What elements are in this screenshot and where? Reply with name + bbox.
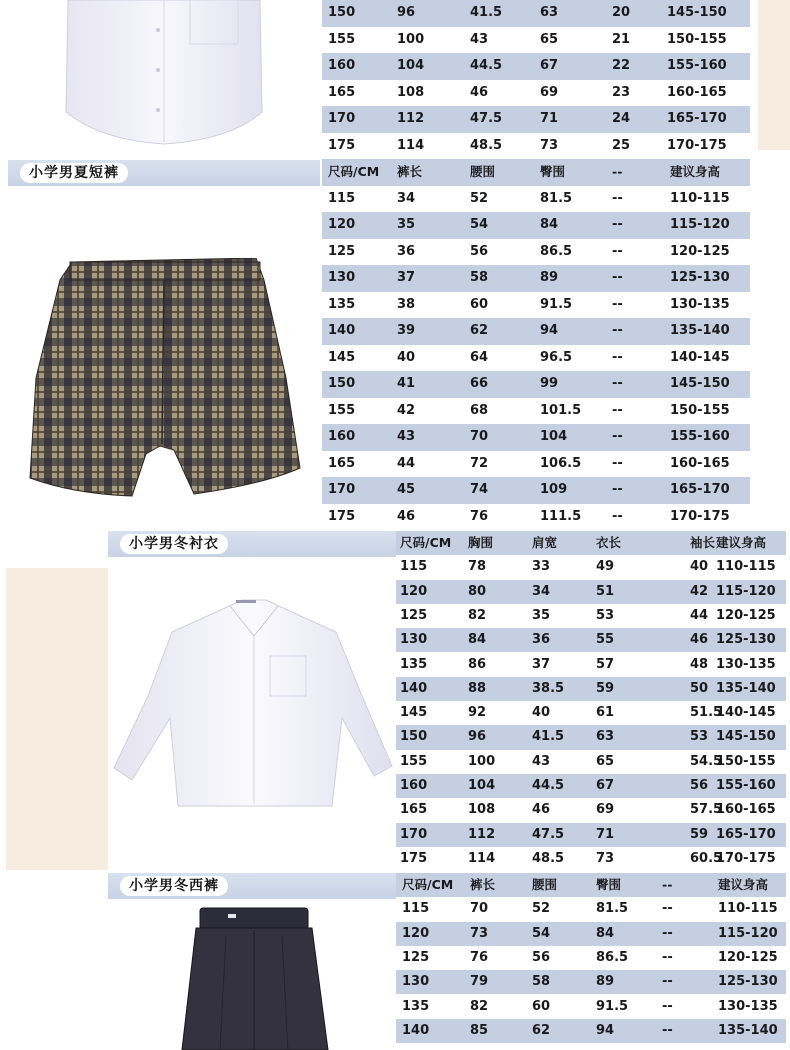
table-cell: 74 [470,482,489,497]
table-cell: 82 [468,607,487,623]
table-row [396,555,786,579]
table-cell: -- [612,429,623,444]
table-cell: -- [612,243,623,259]
table-cell: 170 [400,826,428,842]
table-cell: -- [612,270,623,285]
table-cell: 78 [468,559,487,575]
table-cell: 112 [468,826,496,842]
table-cell: 94 [540,323,559,338]
table-cell: 80 [468,583,487,599]
table-cell: 160 [328,58,356,73]
column-header: 尺码/CM [328,164,380,179]
table-cell: 96.5 [540,349,573,365]
table-cell: 20 [612,5,631,20]
table-row [396,677,786,701]
table-cell: 140 [328,323,356,338]
table-row [322,106,750,133]
table-cell: 71 [596,826,615,842]
table-cell: 86 [468,656,487,672]
column-header: -- [612,164,623,179]
table-cell: 62 [470,323,489,338]
table-cell: 91.5 [596,998,629,1014]
table-cell: 48 [690,656,709,672]
table-cell: -- [612,455,623,471]
table-cell: 39 [397,323,416,338]
table-cell: 64 [470,349,489,365]
table-cell: 54 [470,217,489,232]
table-cell: 108 [468,802,496,818]
table-header-row [396,873,786,897]
table-cell: 35 [397,217,416,232]
table-cell: 58 [532,974,551,990]
table-cell: 60 [532,998,551,1014]
table-cell: 50 [690,680,709,696]
table-cell: 56 [532,949,551,965]
table-cell: 35 [532,607,551,623]
table-row [322,292,750,319]
table-cell: -- [662,949,673,965]
table-cell: 40 [690,559,709,575]
table-cell: 38.5 [532,680,565,696]
table-row [322,265,750,292]
table-cell: 150-155 [667,31,727,47]
table-cell: 96 [397,5,416,20]
table-row [396,922,786,946]
table-cell: 40 [397,349,416,365]
table-cell: 63 [596,729,615,745]
table-cell: 135-140 [718,1022,778,1038]
table-cell: 115 [400,559,428,575]
table-cell: 115-120 [670,217,730,232]
table-cell: 25 [612,137,631,153]
table-cell: 49 [596,559,615,575]
column-header: 裤长 [397,164,423,179]
table-cell: 56 [470,243,489,259]
table-cell: 104 [468,778,496,793]
table-row [322,80,750,107]
table-cell: 67 [540,58,559,73]
table-row [322,27,750,54]
table-cell: 34 [532,583,551,599]
table-cell: 135 [328,296,356,312]
table-cell: 170-175 [670,508,730,524]
table-cell: 91.5 [540,296,573,312]
summer-shorts-photo [24,258,304,500]
table-cell: -- [612,508,623,524]
table-cell: -- [612,349,623,365]
table-cell: 120-125 [718,949,778,965]
table-row [396,847,786,871]
column-header: 臀围 [540,164,566,179]
column-header: 腰围 [470,164,496,179]
winter-trousers-photo [160,906,350,1050]
table-cell: 150 [328,376,356,391]
table-cell: 145-150 [667,5,727,20]
table-cell: 115-120 [716,583,776,599]
table-row [322,0,750,27]
table-cell: 114 [397,137,425,153]
table-cell: 36 [397,243,416,259]
table-cell: 42 [397,402,416,418]
table-cell: 125-130 [718,974,778,990]
table-cell: 150-155 [716,753,776,769]
column-header: 尺码/CM [400,535,452,550]
table-row [322,212,750,239]
table-cell: 73 [540,137,559,153]
table-cell: 115 [402,901,430,917]
table-cell: 106.5 [540,455,582,471]
table-cell: 155-160 [670,429,730,444]
table-row [322,318,750,345]
table-cell: 62 [532,1022,551,1038]
table-row [322,451,750,478]
table-cell: 110-115 [670,190,730,206]
table-cell: 40 [532,705,551,721]
table-cell: 150 [328,5,356,20]
table-cell: 86.5 [596,949,629,965]
table-row [396,1019,786,1043]
table-cell: 135-140 [716,680,776,696]
table-row [322,504,750,531]
table-cell: 81.5 [540,190,573,206]
table-cell: -- [662,998,673,1014]
table-row [396,701,786,725]
table-cell: 57 [596,656,615,672]
section-title-summer-shorts: 小学男夏短裤 [20,163,128,183]
table-cell: 52 [532,901,551,917]
table-cell: 120-125 [716,607,776,623]
table-cell: -- [612,402,623,418]
table-cell: 125 [402,949,430,965]
table-cell: 89 [596,974,615,990]
table-cell: 165-170 [667,111,727,126]
table-cell: 99 [540,376,559,391]
table-cell: 82 [470,998,489,1014]
table-cell: 115-120 [718,925,778,941]
section-title-winter-trousers: 小学男冬西裤 [120,876,228,896]
table-cell: 120 [328,217,356,232]
table-row [396,995,786,1019]
table-cell: 44 [690,607,709,623]
table-cell: 41.5 [532,729,565,745]
table-cell: -- [662,974,673,990]
table-cell: 42 [690,583,709,599]
table-cell: -- [612,190,623,206]
table-cell: 38 [397,296,416,312]
table-cell: 94 [596,1022,615,1038]
table-cell: 165 [400,802,428,818]
table-cell: 46 [532,802,551,818]
table-cell: 59 [596,680,615,696]
table-cell: -- [662,901,673,917]
table-cell: 160-165 [670,455,730,471]
table-cell: 160 [400,778,428,793]
table-cell: 43 [532,753,551,769]
table-cell: 21 [612,31,631,47]
table-cell: 55 [596,632,615,648]
table-cell: -- [612,323,623,338]
table-cell: 65 [596,753,615,769]
table-cell: 67 [596,778,615,793]
table-cell: 170-175 [716,850,776,866]
table-cell: 155 [328,31,356,47]
table-cell: 110-115 [718,901,778,917]
table-cell: 37 [397,270,416,285]
table-cell: 145 [400,705,428,721]
table-cell: 135 [400,656,428,672]
beige-panel-top-right [758,0,790,150]
table-cell: 46 [690,632,709,648]
table-cell: 140-145 [716,705,776,721]
table-cell: 84 [468,632,487,648]
table-cell: -- [612,217,623,232]
table-cell: 72 [470,455,489,471]
table-cell: 69 [596,802,615,818]
table-header-row [396,531,786,555]
table-cell: 112 [397,111,425,126]
table-cell: 86.5 [540,243,573,259]
table-cell: 53 [690,729,709,745]
table-cell: 44.5 [532,778,565,793]
table-cell: 57.5 [690,802,723,818]
column-header: 尺码/CM [402,877,454,892]
table-cell: 60.5 [690,850,723,866]
table-cell: 44.5 [470,58,503,73]
table-cell: 130-135 [670,296,730,312]
column-header: 建议身高 [718,877,769,892]
column-header: 衣长 [596,535,622,550]
table-cell: 165-170 [716,826,776,842]
column-header: 臀围 [596,877,622,892]
table-row [396,823,786,847]
table-cell: 175 [328,137,356,153]
table-cell: -- [612,376,623,391]
table-row [322,424,750,451]
table-cell: 175 [400,850,428,866]
section-title-winter-shirt: 小学男冬衬衣 [120,534,228,554]
column-header: 胸围 [468,535,494,550]
table-cell: 125-130 [670,270,730,285]
table-cell: 135-140 [670,323,730,338]
table-cell: 125 [400,607,428,623]
table-cell: 59 [690,826,709,842]
table-cell: 92 [468,705,487,721]
table-cell: 109 [540,482,568,497]
column-header: -- [662,877,673,892]
column-header: 建议身高 [670,164,721,179]
table-cell: 140 [402,1022,430,1038]
table-cell: 58 [470,270,489,285]
table-cell: 165 [328,455,356,471]
table-cell: 150-155 [670,402,730,418]
table-row [396,604,786,628]
table-cell: 24 [612,111,631,126]
table-cell: 130-135 [718,998,778,1014]
table-cell: 41 [397,376,416,391]
table-cell: 130-135 [716,656,776,672]
table-row [396,970,786,994]
table-cell: 48.5 [532,850,565,866]
table-cell: -- [662,1022,673,1038]
table-cell: 165-170 [670,482,730,497]
table-cell: 46 [397,508,416,524]
table-cell: 120 [400,583,428,599]
table-cell: 160-165 [667,84,727,100]
table-cell: 88 [468,680,487,696]
table-cell: 135 [402,998,430,1014]
table-cell: 34 [397,190,416,206]
table-cell: 104 [397,58,425,73]
table-cell: 160-165 [716,802,776,818]
table-row [396,750,786,774]
table-cell: 101.5 [540,402,582,418]
table-cell: -- [612,482,623,497]
table-cell: 114 [468,850,496,866]
column-header: 袖长 [690,535,716,550]
table-cell: -- [662,925,673,941]
table-cell: 155-160 [667,58,727,73]
summer-shirt-photo [30,0,290,150]
table-cell: 61 [596,705,615,721]
winter-shirt-photo [112,596,394,812]
table-cell: 145-150 [716,729,776,745]
table-cell: 100 [397,31,425,47]
table-cell: -- [612,296,623,312]
table-row [322,239,750,266]
table-row [396,798,786,822]
table-cell: 100 [468,753,496,769]
table-cell: 66 [470,376,489,391]
table-cell: 73 [596,850,615,866]
table-cell: 54 [532,925,551,941]
table-cell: 145-150 [670,376,730,391]
table-row [396,774,786,798]
table-cell: 155-160 [716,778,776,793]
table-cell: 110-115 [716,559,776,575]
table-cell: 52 [470,190,489,206]
table-cell: 63 [540,5,559,20]
table-cell: 84 [540,217,559,232]
column-header: 肩宽 [532,535,558,550]
table-row [322,398,750,425]
table-cell: 115 [328,190,356,206]
table-cell: 175 [328,508,356,524]
table-row [396,628,786,652]
table-header-row [322,159,750,186]
table-cell: 43 [397,429,416,444]
table-cell: 140 [400,680,428,696]
table-cell: 111.5 [540,508,582,524]
table-cell: 46 [470,84,489,100]
table-cell: 69 [540,84,559,100]
table-cell: 22 [612,58,631,73]
table-cell: 76 [470,508,489,524]
table-cell: 76 [470,949,489,965]
table-cell: 53 [596,607,615,623]
table-cell: 140-145 [670,349,730,365]
table-cell: 65 [540,31,559,47]
table-cell: 130 [400,632,428,648]
table-cell: 104 [540,429,568,444]
table-cell: 70 [470,429,489,444]
table-cell: 47.5 [532,826,565,842]
table-row [322,371,750,398]
table-cell: 130 [402,974,430,990]
table-cell: 170-175 [667,137,727,153]
table-cell: 54.5 [690,753,723,769]
table-cell: 130 [328,270,356,285]
table-cell: 68 [470,402,489,418]
table-row [396,897,786,921]
table-cell: 120-125 [670,243,730,259]
table-cell: 160 [328,429,356,444]
table-cell: 120 [402,925,430,941]
table-cell: 150 [400,729,428,745]
table-cell: 79 [470,974,489,990]
table-cell: 47.5 [470,111,503,126]
table-cell: 51 [596,583,615,599]
table-cell: 89 [540,270,559,285]
table-cell: 125 [328,243,356,259]
table-cell: 33 [532,559,551,575]
table-cell: 84 [596,925,615,941]
table-cell: 108 [397,84,425,100]
table-cell: 43 [470,31,489,47]
table-cell: 23 [612,84,631,100]
table-cell: 60 [470,296,489,312]
column-header: 建议身高 [716,535,767,550]
table-row [322,133,750,160]
table-row [322,345,750,372]
table-cell: 48.5 [470,137,503,153]
table-row [322,186,750,213]
table-row [396,725,786,749]
table-cell: 155 [400,753,428,769]
table-row [396,653,786,677]
table-row [322,53,750,80]
table-cell: 37 [532,656,551,672]
table-cell: 145 [328,349,356,365]
column-header: 腰围 [532,877,558,892]
table-cell: 170 [328,482,356,497]
beige-panel-left [6,568,108,870]
table-cell: 85 [470,1022,489,1038]
table-cell: 96 [468,729,487,745]
table-cell: 36 [532,632,551,648]
table-row [322,477,750,504]
table-cell: 71 [540,111,559,126]
table-row [396,580,786,604]
table-cell: 56 [690,778,709,793]
table-cell: 73 [470,925,489,941]
table-cell: 41.5 [470,5,503,20]
table-cell: 44 [397,455,416,471]
table-cell: 165 [328,84,356,100]
table-cell: 170 [328,111,356,126]
table-cell: 51.5 [690,705,723,721]
table-row [396,946,786,970]
table-cell: 45 [397,482,416,497]
table-cell: 125-130 [716,632,776,648]
table-cell: 155 [328,402,356,418]
column-header: 裤长 [470,877,496,892]
table-cell: 70 [470,901,489,917]
table-cell: 81.5 [596,901,629,917]
